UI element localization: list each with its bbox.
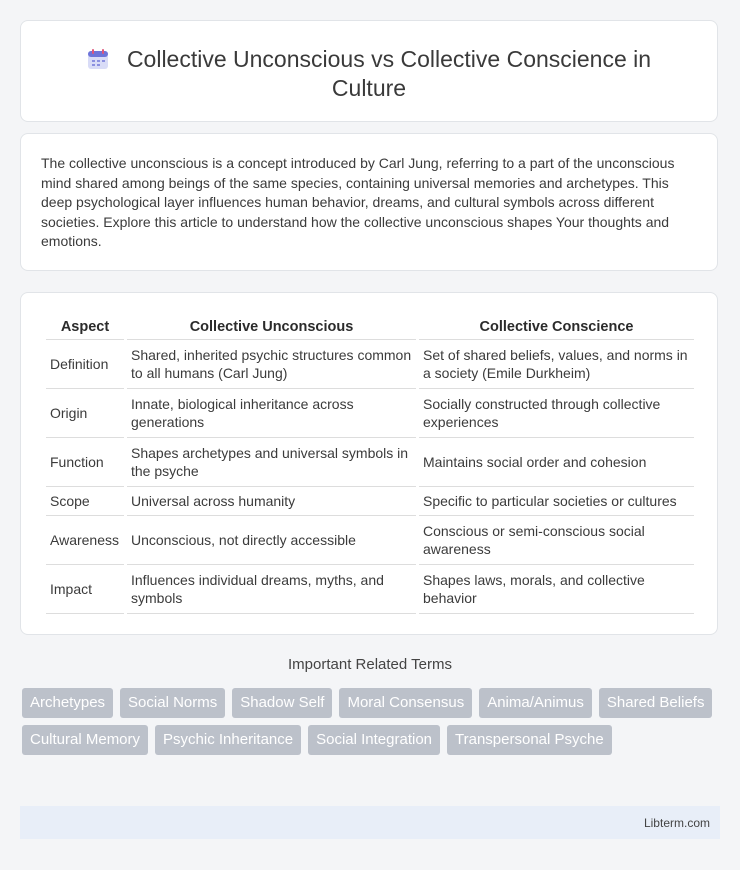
table-row <box>46 516 694 565</box>
table-row <box>46 389 694 438</box>
table-row <box>46 438 694 487</box>
conscience-cell: Shapes laws, morals, and collective behavior <box>419 565 694 614</box>
term-tag[interactable]: Shadow Self <box>232 688 332 718</box>
intro-paragraph: The collective unconscious is a concept introduced by Carl Jung, referring to a part of the unconscious mind shared among beings of the same species, containing universal memories and archetypes. This deep psychological layer influences human behavior, dreams, and cultural symbols across different societies. Explore this article to understand how the collective unconscious shapes Your thoughts and emotions. <box>41 155 675 249</box>
aspect-cell: Awareness <box>46 516 124 565</box>
unconscious-cell: Innate, biological inheritance across generations <box>127 389 416 438</box>
comparison-card <box>20 292 718 635</box>
title-card <box>20 20 718 122</box>
conscience-cell: Set of shared beliefs, values, and norms in a society (Emile Durkheim) <box>419 340 694 389</box>
related-terms-heading: Important Related Terms <box>288 656 452 673</box>
table-row <box>46 565 694 614</box>
comparison-table <box>43 315 697 614</box>
page-title-wrap <box>21 45 717 103</box>
footer-site-link[interactable]: Libterm.com <box>643 816 710 830</box>
term-tag[interactable]: Social Norms <box>120 688 225 718</box>
term-tag[interactable]: Psychic Inheritance <box>155 725 301 755</box>
term-tag[interactable]: Shared Beliefs <box>599 688 713 718</box>
conscience-cell: Conscious or semi-conscious social awareness <box>419 516 694 565</box>
aspect-cell: Origin <box>46 389 124 438</box>
term-tag[interactable]: Cultural Memory <box>22 725 148 755</box>
table-row <box>46 340 694 389</box>
intro-card <box>20 133 718 271</box>
aspect-cell: Impact <box>46 565 124 614</box>
page-title: Collective Unconscious vs Collective Conscience in Culture <box>126 46 652 101</box>
related-terms-list <box>22 688 722 755</box>
term-tag[interactable]: Moral Consensus <box>339 688 472 718</box>
footer <box>20 806 720 839</box>
conscience-cell: Socially constructed through collective experiences <box>419 389 694 438</box>
header-collective-unconscious: Collective Unconscious <box>127 315 416 340</box>
term-tag[interactable]: Transpersonal Psyche <box>447 725 612 755</box>
conscience-cell: Maintains social order and cohesion <box>419 438 694 487</box>
header-aspect: Aspect <box>46 315 124 340</box>
term-tag[interactable]: Archetypes <box>22 688 113 718</box>
calendar-icon <box>87 48 109 70</box>
aspect-cell: Function <box>46 438 124 487</box>
conscience-cell: Specific to particular societies or cultures <box>419 487 694 516</box>
unconscious-cell: Shared, inherited psychic structures common to all humans (Carl Jung) <box>127 340 416 389</box>
term-tag[interactable]: Anima/Animus <box>479 688 592 718</box>
term-tag[interactable]: Social Integration <box>308 725 440 755</box>
aspect-cell: Definition <box>46 340 124 389</box>
unconscious-cell: Universal across humanity <box>127 487 416 516</box>
table-header-row <box>46 315 694 340</box>
unconscious-cell: Unconscious, not directly accessible <box>127 516 416 565</box>
header-collective-conscience: Collective Conscience <box>419 315 694 340</box>
unconscious-cell: Influences individual dreams, myths, and symbols <box>127 565 416 614</box>
aspect-cell: Scope <box>46 487 124 516</box>
unconscious-cell: Shapes archetypes and universal symbols in the psyche <box>127 438 416 487</box>
table-row <box>46 487 694 516</box>
